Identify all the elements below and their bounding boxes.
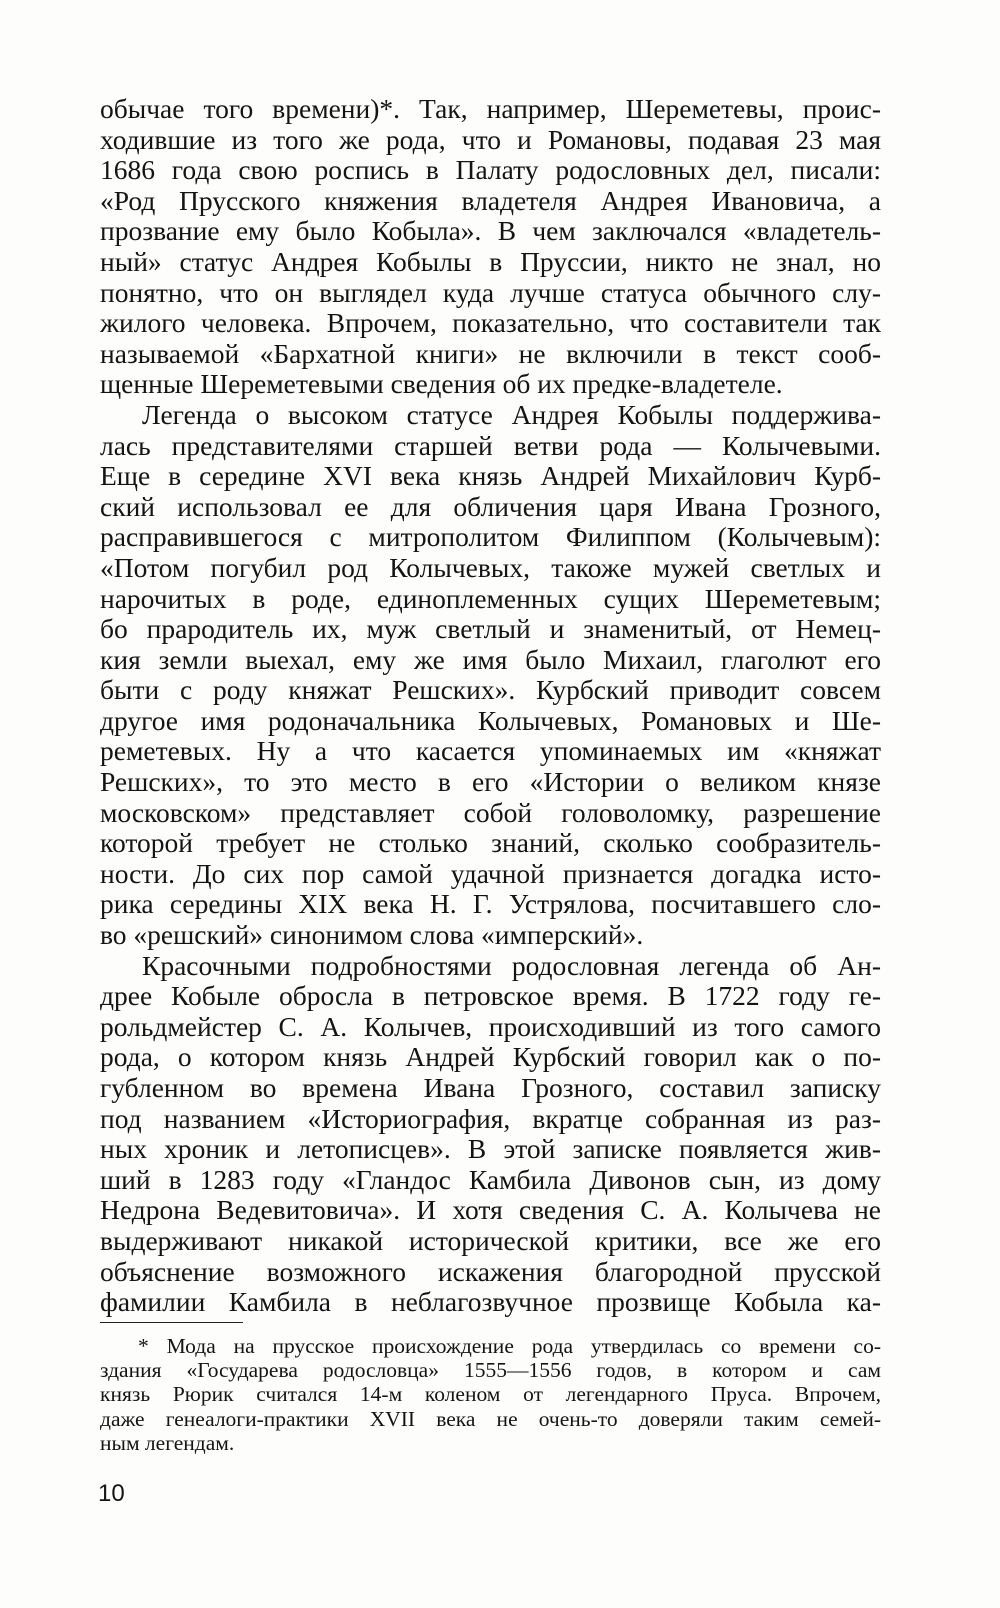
text-line: губленном во времена Ивана Грозного, составил записку bbox=[100, 1073, 881, 1103]
text-line: ходившие из того же рода, что и Романовы, подавая 23 мая bbox=[100, 124, 881, 155]
text-line: дрее Кобыле обросла в петровское время. В 1722 году ге- bbox=[100, 981, 881, 1012]
text-line: называемой «Бархатной книги» не включили в текст сооб- bbox=[100, 338, 881, 369]
text-line: «Потом погубил род Колычевых, такоже мужей светлых и bbox=[100, 552, 881, 583]
text-line: бо прародитель их, муж светлый и знаменитый, от Немец- bbox=[100, 614, 881, 645]
text-line: «Род Прусского княжения владетеля Андрея Ивановича, а bbox=[100, 185, 881, 216]
footnote-line: даже генеалоги-практики XVII века не очень-то доверяли таким семей- bbox=[100, 1406, 881, 1431]
text-line: выдерживают никакой исторической критики, все же его bbox=[100, 1225, 881, 1256]
text-line: Недрона Ведевитовича». И хотя сведения С. А. Колычева не bbox=[100, 1195, 881, 1226]
text-line: Еще в середине XVI века князь Андрей Михайлович Курб- bbox=[100, 461, 881, 492]
text-line: понятно, что он выглядел куда лучше статуса обычного слу- bbox=[100, 277, 881, 308]
text-line: ский использовал ее для обличения царя Ивана Грозного, bbox=[100, 491, 881, 522]
text-line: которой требует не столько знаний, сколько сообразитель- bbox=[100, 828, 881, 859]
footnote-line: князь Рюрик считался 14-м коленом от легендарного Пруса. Впрочем, bbox=[100, 1382, 881, 1407]
text-line: быти с роду княжат Решских». Курбский приводит совсем bbox=[100, 675, 881, 706]
text-line: расправившегося с митрополитом Филиппом (Колычевым): bbox=[100, 522, 881, 553]
text-line: прозвание ему было Кобыла». В чем заключался «владетель- bbox=[100, 216, 881, 247]
footnote-line: здания «Государева родословца» 1555—1556 годов, в котором и сам bbox=[100, 1358, 881, 1383]
text-line: жилого человека. Впрочем, показательно, что составители так bbox=[100, 308, 881, 339]
text-line: рода, о котором князь Андрей Курбский говорил как о по- bbox=[100, 1042, 881, 1073]
page-number: 10 bbox=[98, 1480, 125, 1507]
text-line: рика середины XIX века Н. Г. Устрялова, посчитавшего сло- bbox=[100, 889, 881, 920]
text-line: ший в 1283 году «Гландос Камбила Дивонов сын, из дому bbox=[100, 1164, 881, 1195]
text-line: объяснение возможного искажения благородной прусской bbox=[100, 1256, 881, 1287]
paragraph-start-line: Легенда о высоком статусе Андрея Кобылы поддержива- bbox=[142, 399, 881, 430]
main-text bbox=[100, 94, 881, 1318]
text-line: московском» представляет собой головоломку, разрешение bbox=[100, 797, 881, 828]
text-line: нарочитых в роде, единоплеменных сущих Шереметевым; bbox=[100, 583, 881, 614]
text-line: фамилии Камбила в неблагозвучное прозвище Кобыла ка- bbox=[100, 1287, 881, 1318]
text-line: 1686 года свою роспись в Палату родословных дел, писали: bbox=[100, 155, 881, 186]
text-line: под названием «Историография, вкратце собранная из раз- bbox=[100, 1103, 881, 1134]
paragraph-start-line: Красочными подробностями родословная легенда об Ан- bbox=[142, 950, 881, 981]
footnote-line: ным легендам. bbox=[100, 1430, 235, 1455]
text-line: рольдмейстер С. А. Колычев, происходивший из того самого bbox=[100, 1011, 881, 1042]
footnote bbox=[100, 1334, 881, 1455]
text-line: реметевых. Ну а что касается упоминаемых им «княжат bbox=[100, 736, 881, 767]
text-line: ности. До сих пор самой удачной признается догадка исто- bbox=[100, 858, 881, 889]
footnote-divider bbox=[100, 1322, 243, 1323]
text-line: лась представителями старшей ветви рода — Колычевыми. bbox=[100, 430, 881, 461]
text-line: щенные Шереметевыми сведения об их предке-владетеле. bbox=[100, 369, 783, 400]
text-line: обычае того времени)*. Так, например, Шереметевы, проис- bbox=[100, 94, 881, 124]
footnote-line: * Мода на прусское происхождение рода утвердилась со времени со- bbox=[138, 1334, 881, 1358]
text-line: кия земли выехал, ему же имя было Михаил, глаголют его bbox=[100, 644, 881, 675]
text-line: Решских», то это место в его «Истории о великом князе bbox=[100, 767, 881, 798]
text-line: другое имя родоначальника Колычевых, Романовых и Ше- bbox=[100, 705, 881, 736]
text-line: ных хроник и летописцев». В этой записке появляется жив- bbox=[100, 1134, 881, 1165]
text-line: ный» статус Андрея Кобылы в Пруссии, никто не знал, но bbox=[100, 246, 881, 277]
text-line: во «решский» синонимом слова «имперский». bbox=[100, 920, 644, 951]
